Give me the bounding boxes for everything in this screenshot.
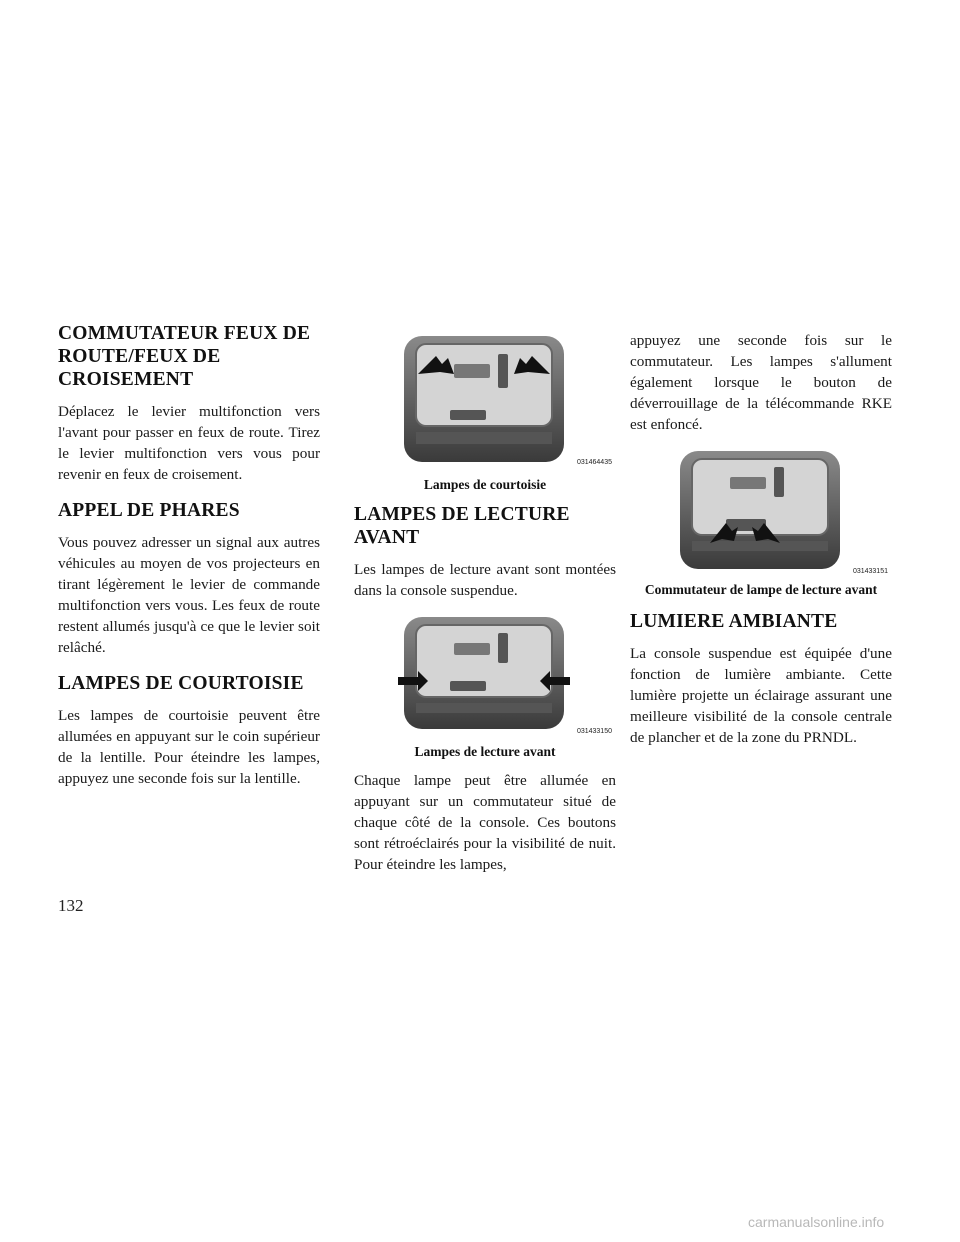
heading-flash: APPEL DE PHARES — [58, 500, 240, 521]
figure-courtesy-lamps — [354, 334, 616, 493]
page-number: 132 — [58, 896, 84, 915]
caption-reading-switch: Commutateur de lampe de lecture avant — [644, 582, 878, 597]
caption-reading: Lampes de lecture avant — [414, 744, 556, 759]
heading-ambient: LUMIERE AMBIANTE — [630, 611, 838, 632]
column-right — [630, 330, 892, 762]
paragraph-ambient: La console suspendue est équipée d'une fonction de lumière ambiante. Cette lumière projette un éclairage assurant une meilleure visibilité de la console centrale de plancher et de la zone du PRNDL. — [630, 645, 892, 746]
column-middle — [354, 334, 616, 889]
heading-reading: LAMPES DE LECTURE AVANT — [354, 504, 570, 548]
paragraph-reading-3: appuyez une seconde fois sur le commutateur. Les lampes s'allument également lorsque le bouton de déverrouillage de la télécommande RKE est enfoncé. — [630, 332, 892, 433]
figure-reading-lamps — [354, 615, 616, 760]
heading-high-beam: COMMUTATEUR FEUX DE ROUTE/FEUX DE CROISEMENT — [58, 323, 311, 390]
figure-code: 031464435 — [576, 459, 612, 466]
caption-courtesy: Lampes de courtoisie — [423, 477, 547, 492]
figure-code: 031433151 — [852, 568, 888, 575]
column-left — [58, 322, 320, 803]
paragraph-reading-2: Chaque lampe peut être allumée en appuyant sur un commutateur situé de chaque côté de la console. Ces boutons sont rétroéclairés pour la visibilité de nuit. Pour éteindre les lampes, — [354, 772, 616, 873]
overhead-console-image — [354, 334, 616, 474]
overhead-console-image — [630, 449, 892, 579]
figure-reading-switch — [630, 449, 892, 598]
paragraph-high-beam: Déplacez le levier multifonction vers l'avant pour passer en feux de route. Tirez le levier multifonction vers vous pour revenir en feux de croisement. — [58, 403, 320, 483]
watermark: carmanualsonline.info — [748, 1214, 885, 1230]
heading-courtesy: LAMPES DE COURTOISIE — [58, 673, 304, 694]
overhead-console-image — [354, 615, 616, 741]
figure-code: 031433150 — [576, 728, 612, 735]
paragraph-flash: Vous pouvez adresser un signal aux autres véhicules au moyen de vos projecteurs en tirant légèrement le levier de commande multifonction vers vous. Les feux de route restent allumés jusqu'à ce que le levier soit relâché. — [58, 534, 320, 656]
paragraph-courtesy: Les lampes de courtoisie peuvent être allumées en appuyant sur le coin supérieur de la lentille. Pour éteindre les lampes, appuyez une seconde fois sur la lentille. — [58, 707, 320, 787]
paragraph-reading: Les lampes de lecture avant sont montées dans la console suspendue. — [354, 561, 616, 599]
